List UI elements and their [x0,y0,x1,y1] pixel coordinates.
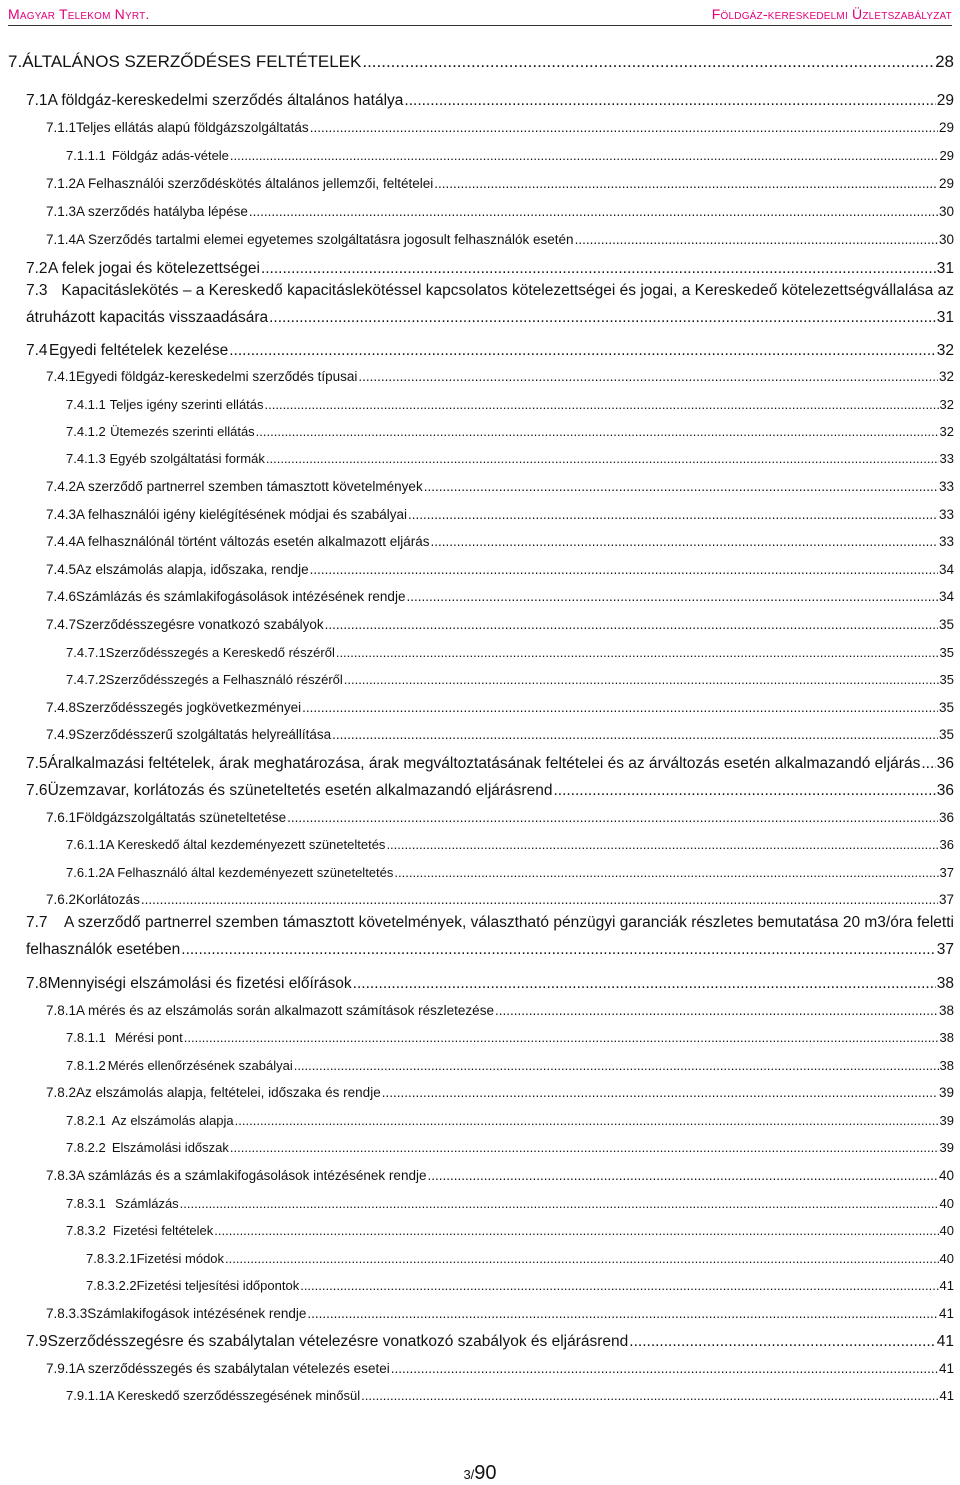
toc-entry-title: Egyedi földgáz-kereskedelmi szerződés típusai [76,369,358,384]
dot-leader [261,260,936,278]
toc-entry-title: Számlázás [115,1196,179,1211]
toc-entry[interactable] [26,92,954,110]
toc-entry-number: 7.8.2.1 [66,1113,106,1128]
toc-entry-number: 7.2 [26,260,48,277]
toc-entry-page: 29 [936,92,954,109]
dot-leader [408,507,938,522]
toc-entry-page: 39 [939,1140,954,1155]
toc-entry-number: 7.4.4 [46,534,77,549]
toc-entry-title: Elszámolási időszak [111,1140,229,1155]
dot-leader [310,562,938,577]
toc-entry-title: A szerződő partnerrel szemben támasztott követelmények [76,479,423,494]
toc-entry-number: 7.1.4 [46,232,77,247]
toc-entry[interactable] [66,451,954,466]
dot-leader [394,865,938,880]
toc-entry-number: 7.4.1.2 [66,424,106,439]
toc-entry-number: 7.4.3 [46,507,77,522]
toc-entry-number: 7.6.2 [46,892,77,907]
toc-entry-title: Mérés ellenőrzésének szabályai [107,1058,293,1073]
toc-entry-number: 7.8.2.2 [66,1140,106,1155]
toc-entry[interactable] [46,507,954,522]
dot-leader [307,1306,938,1321]
toc-entry-page: 38 [938,1003,954,1018]
toc-entry[interactable] [26,282,954,300]
toc-entry-title: A Felhasználó által kezdeményezett szüneteltetés [105,865,394,880]
toc-entry-title: Szerződésszegésre és szabálytalan vételezésre vonatkozó szabályok és eljárásrend [47,1333,629,1350]
toc-entry-number: 7.8.3.2.1 [86,1251,137,1266]
toc-entry-page: 35 [938,617,954,632]
dot-leader [344,672,939,687]
dot-leader [294,1058,939,1073]
toc-entry-number: 7.1.3 [46,204,77,219]
toc-entry-page: 33 [939,451,954,466]
toc-entry-page: 40 [939,1223,954,1238]
toc-entry-title: Szerződésszegés jogkövetkezményei [76,700,302,715]
dot-leader [230,1140,939,1155]
toc-entry-number: 7.6.1.2 [66,865,106,880]
toc-entry[interactable] [46,534,954,549]
toc-entry-page: 35 [938,727,954,742]
dot-leader [225,1251,939,1266]
toc-entry-page: 30 [938,232,954,247]
toc-entry-page: 29 [938,120,954,135]
toc-entry-number: 7.8.3.2 [66,1223,106,1238]
toc-entry-number: 7.8.3.2.2 [86,1278,137,1293]
dot-leader [921,755,935,773]
dot-leader [391,1361,938,1376]
toc-entry-page: 35 [938,700,954,715]
toc-entry-page: 32 [936,342,954,359]
toc-entry-page: 32 [939,424,954,439]
toc-entry-title: A Felhasználói szerződéskötés általános jellemzői, feltételei [76,176,434,191]
toc-entry-page: 29 [939,148,954,163]
toc-entry-number: 7.8.2 [46,1085,77,1100]
toc-entry[interactable] [66,1388,954,1403]
toc-entry-page: 35 [939,672,954,687]
dot-leader [332,727,938,742]
toc-entry-page: 36 [938,810,954,825]
toc-entry[interactable] [86,1278,954,1293]
toc-entry-number: 7.4.7.2 [66,672,106,687]
dot-leader [424,479,938,494]
toc-entry[interactable] [66,1113,954,1128]
toc-entry-number: 7.4.8 [46,700,77,715]
toc-entry[interactable] [66,672,954,687]
toc-entry-page: 34 [938,562,954,577]
toc-entry-title: Szerződésszerű szolgáltatás helyreállítása [76,727,332,742]
dot-leader [404,92,935,110]
dot-leader [406,589,938,604]
dot-leader [214,1223,938,1238]
toc-entry[interactable] [66,397,954,412]
dot-leader [434,176,938,191]
dot-leader [336,645,939,660]
dot-leader [269,309,936,327]
toc-entry-number: 7.6 [26,782,48,799]
toc-entry-number: 7.1 [26,92,48,109]
toc-entry-number: 7.7 [26,914,48,931]
toc-entry-title: Korlátozás [76,892,140,907]
toc-entry[interactable] [46,479,954,494]
toc-entry[interactable] [66,1058,954,1073]
toc-entry[interactable] [46,562,954,577]
toc-entry-number: 7.8.3.3 [46,1306,88,1321]
document-title: Földgáz-kereskedelmi Üzletszabályzat [711,6,952,22]
toc-entry-number: 7.8.1 [46,1003,77,1018]
toc-entry-page: 41 [939,1278,954,1293]
dot-leader [235,1113,939,1128]
dot-leader [362,52,934,72]
dot-leader [629,1333,935,1351]
dot-leader [300,1278,938,1293]
toc-entry[interactable] [8,52,954,72]
toc-entry[interactable] [26,260,954,278]
toc-entry-title: A szerződő partnerrel szemben támasztott követelmények, választható pénzügyi garanciák részletes bemutatása 20 m3/óra feletti [64,914,954,931]
dot-leader [265,397,939,412]
toc-entry-title: Szerződésszegés a Felhasználó részéről [105,672,343,687]
toc-entry-title: Mérési pont [114,1030,183,1045]
toc-entry[interactable] [66,148,954,163]
toc-entry-number: 7.1.2 [46,176,77,191]
toc-entry[interactable] [26,914,954,932]
toc-entry-number: 7.6.1 [46,810,77,825]
toc-entry[interactable] [86,1251,954,1266]
company-name: Magyar Telekom Nyrt. [8,6,150,22]
toc-entry[interactable] [46,1085,954,1100]
toc-entry-title: Szerződésszegésre vonatkozó szabályok [76,617,324,632]
toc-entry[interactable] [46,1361,954,1376]
toc-entry-page: 36 [939,837,954,852]
toc-entry[interactable] [46,204,954,219]
toc-entry[interactable] [46,810,954,825]
toc-entry-number: 7.9.1.1 [66,1388,106,1403]
dot-leader [310,120,938,135]
dot-leader [249,204,938,219]
toc-entry[interactable] [46,589,954,604]
toc-entry-page: 37 [939,865,954,880]
toc-entry-title: A mérés és az elszámolás során alkalmazott számítások részletezése [76,1003,494,1018]
toc-entry-page: 32 [938,369,954,384]
toc-entry-page: 37 [936,941,954,958]
toc-entry-number: 7. [8,52,23,71]
dot-leader [229,342,936,360]
toc-entry-title: Teljes ellátás alapú földgázszolgáltatás [76,120,309,135]
toc-entry-continuation[interactable] [26,309,954,327]
toc-entry[interactable] [66,424,954,439]
toc-entry-number: 7.4.5 [46,562,77,577]
dot-leader [184,1030,939,1045]
toc-entry-title: Egyéb szolgáltatási formák [109,451,265,466]
toc-entry-page: 32 [939,397,954,412]
dot-leader [575,232,938,247]
toc-entry-number: 7.4.9 [46,727,77,742]
page-separator: / [470,1467,475,1482]
toc-entry-title: Földgázszolgáltatás szüneteltetése [76,810,287,825]
toc-entry[interactable] [46,892,954,907]
page-footer [0,1462,960,1485]
toc-entry-number: 7.8.3.1 [66,1196,106,1211]
toc-entry-title: Számlakifogások intézésének rendje [87,1306,307,1321]
toc-entry[interactable] [66,1223,954,1238]
toc-entry-title: Mennyiségi elszámolási és fizetési előírások [47,975,352,992]
toc-entry-page: 40 [939,1196,954,1211]
dot-leader [430,534,937,549]
toc-entry-number: 7.4 [26,342,48,359]
toc-entry-number: 7.3 [26,282,48,299]
toc-entry-number: 7.4.1.1 [66,397,106,412]
dot-leader [325,617,938,632]
toc-entry-title: Fizetési módok [136,1251,225,1266]
dot-leader [386,837,938,852]
toc-entry-page: 37 [938,892,954,907]
dot-leader [361,1388,938,1403]
toc-entry-title: A felek jogai és kötelezettségei [47,260,260,277]
toc-entry-number: 7.4.1 [46,369,77,384]
toc-entry-number: 7.4.6 [46,589,77,604]
dot-leader [302,700,938,715]
toc-entry[interactable] [46,369,954,384]
dot-leader [256,424,939,439]
toc-entry-page: 38 [936,975,954,992]
toc-entry-number: 7.4.7.1 [66,645,106,660]
toc-entry-title: A Kereskedő szerződésszegésének minősül [105,1388,361,1403]
toc-entry-number: 7.8.1.1 [66,1030,106,1045]
toc-entry[interactable] [46,1306,954,1321]
toc-entry-title: Földgáz adás-vétele [111,148,229,163]
toc-entry-title: Üzemzavar, korlátozás és szüneteltetés esetén alkalmazandó eljárásrend [47,782,553,799]
toc-entry[interactable] [26,975,954,993]
toc-entry-number: 7.1.1 [46,120,77,135]
toc-entry-title: A felhasználói igény kielégítésének módjai és szabályai [76,507,407,522]
toc-entry-title-continued: felhasználók esetében [26,941,181,958]
toc-entry-page: 40 [938,1168,954,1183]
dot-leader [427,1168,938,1183]
dot-leader [358,369,938,384]
toc-entry-title: Az elszámolás alapja, feltételei, időszaka és rendje [76,1085,381,1100]
toc-entry[interactable] [46,232,954,247]
toc-entry-title: A földgáz-kereskedelmi szerződés általános hatálya [47,92,404,109]
toc-entry-title: ÁLTALÁNOS SZERZŐDÉSES FELTÉTELEK [22,52,362,71]
toc-entry-number: 7.5 [26,755,48,772]
toc-entry-number: 7.8 [26,975,48,992]
toc-entry-page: 36 [936,782,954,799]
toc-entry-page: 30 [938,204,954,219]
toc-entry-page: 31 [936,260,954,277]
toc-entry[interactable] [26,755,954,773]
toc-entry-page: 33 [938,479,954,494]
toc-entry[interactable] [26,782,954,800]
toc-entry[interactable] [46,700,954,715]
toc-entry-page: 34 [938,589,954,604]
toc-entry-title: Az elszámolás alapja, időszaka, rendje [76,562,309,577]
toc-entry-continuation[interactable] [26,941,954,959]
toc-entry-number: 7.9.1 [46,1361,77,1376]
toc-entry[interactable] [46,176,954,191]
toc-entry[interactable] [46,1168,954,1183]
toc-entry-number: 7.6.1.1 [66,837,106,852]
toc-entry-page: 41 [938,1306,954,1321]
toc-entry-title: Szerződésszegés a Kereskedő részéről [105,645,335,660]
toc-entry[interactable] [66,1140,954,1155]
current-page-number: 3 [463,1467,471,1482]
toc-entry-number: 7.8.1.2 [66,1058,106,1073]
dot-leader [553,782,935,800]
toc-entry-number: 7.4.2 [46,479,77,494]
toc-entry-title: Fizetési feltételek [112,1223,214,1238]
toc-entry-title: Teljes igény szerinti ellátás [109,397,264,412]
dot-leader [181,941,935,959]
dot-leader [230,148,939,163]
toc-entry-page: 35 [939,645,954,660]
toc-entry-page: 41 [938,1361,954,1376]
toc-entry-number: 7.4.7 [46,617,77,632]
toc-entry-title: Kapacitáslekötés – a Kereskedő kapacitáslekötéssel kapcsolatos kötelezettségei és jogai, a Kereskedeő kötelezettségvállalása az [61,282,954,299]
total-pages: 90 [474,1462,497,1484]
toc-entry-title: Áralkalmazási feltételek, árak meghatározása, árak megváltoztatásának feltételei és az árváltozás esetén alkalmazandó eljárás [47,755,921,772]
dot-leader [180,1196,939,1211]
toc-entry-number: 7.8.3 [46,1168,77,1183]
toc-entry-page: 41 [936,1333,954,1350]
toc-entry[interactable] [46,617,954,632]
toc-entry-page: 28 [935,52,954,71]
dot-leader [287,810,938,825]
toc-entry-title: A szerződésszegés és szabálytalan vételezés esetei [76,1361,390,1376]
toc-entry-page: 38 [939,1030,954,1045]
toc-entry-number: 7.1.1.1 [66,148,106,163]
toc-entry[interactable] [66,645,954,660]
toc-entry-page: 33 [938,507,954,522]
toc-entry-number: 7.9 [26,1333,48,1350]
toc-entry-title: A Kereskedő által kezdeményezett szüneteltetés [105,837,386,852]
toc-entry-page: 39 [939,1113,954,1128]
toc-entry-title: A szerződés hatályba lépése [76,204,248,219]
dot-leader [495,1003,938,1018]
toc-entry-page: 38 [939,1058,954,1073]
toc-entry[interactable] [66,865,954,880]
toc-entry-page: 33 [938,534,954,549]
toc-entry[interactable] [46,1003,954,1018]
dot-leader [353,975,936,993]
toc-entry[interactable] [26,1333,954,1351]
toc-entry[interactable] [26,342,954,360]
toc-entry[interactable] [46,727,954,742]
toc-entry-page: 29 [938,176,954,191]
toc-entry-number: 7.4.1.3 [66,451,106,466]
toc-entry[interactable] [66,837,954,852]
toc-entry-title: A felhasználónál történt változás esetén alkalmazott eljárás [76,534,430,549]
dot-leader [141,892,938,907]
toc-entry-title-continued: átruházott kapacitás visszaadására [26,309,269,326]
toc-entry-page: 41 [939,1388,954,1403]
toc-entry-title: Az elszámolás alapja [111,1113,234,1128]
toc-entry-page: 36 [936,755,954,772]
toc-entry-title: Számlázás és számlakifogásolások intézésének rendje [76,589,406,604]
toc-entry[interactable] [66,1030,954,1045]
toc-entry[interactable] [46,120,954,135]
toc-entry-page: 39 [938,1085,954,1100]
toc-entry-title: A számlázás és a számlakifogásolások intézésének rendje [76,1168,427,1183]
toc-entry-page: 40 [939,1251,954,1266]
dot-leader [382,1085,938,1100]
toc-entry-title: Fizetési teljesítési időpontok [136,1278,300,1293]
toc-entry-page: 31 [936,309,954,326]
dot-leader [266,451,939,466]
toc-entry-title: Ütemezés szerinti ellátás [110,424,255,439]
toc-entry[interactable] [66,1196,954,1211]
toc-entry-title: Egyedi feltételek kezelése [49,342,229,359]
toc-entry-title: A Szerződés tartalmi elemei egyetemes szolgáltatásra jogosult felhasználók esetén [76,232,574,247]
